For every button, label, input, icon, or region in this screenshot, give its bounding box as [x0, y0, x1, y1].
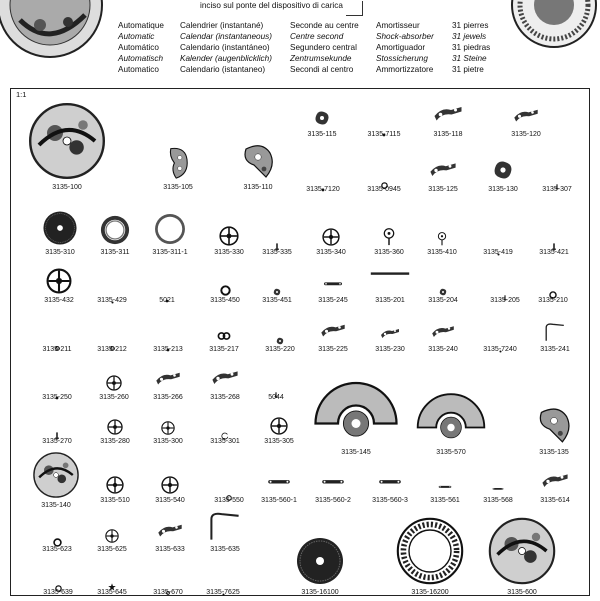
part-drawing: [370, 254, 410, 299]
part-drawing: [208, 509, 242, 548]
part-3135-217: [217, 329, 231, 343]
part-label: 3135-7120: [306, 186, 340, 193]
part-3135-16100: [295, 536, 345, 586]
part-3135-105: [160, 145, 196, 181]
part-label: 3135-600: [507, 589, 537, 596]
part-3135-145: [311, 356, 401, 446]
part-drawing: [270, 417, 288, 440]
part-3135-212: [110, 338, 115, 343]
part-3135-451: [272, 284, 282, 294]
part-drawing: [27, 101, 107, 186]
part-drawing: [321, 470, 345, 499]
part-drawing: [533, 404, 575, 451]
part-3135-300: [161, 421, 175, 435]
part-label: 3135-340: [316, 249, 346, 256]
part-3135-240: [431, 319, 455, 343]
part-label: 3135-268: [210, 394, 240, 401]
part-label: 3135-639: [43, 589, 73, 596]
part-drawing: [322, 228, 340, 251]
part-3135-305: [270, 417, 288, 435]
part-label: 3135-118: [433, 131, 463, 138]
part-3135-421: [550, 238, 558, 246]
part-label: 3135-245: [318, 297, 348, 304]
part-label: 3135-130: [488, 186, 518, 193]
shock-col: Amortisseur Shock-absorber Amortiguador Stossicherung Ammortizzatore: [376, 21, 434, 74]
part-label: 3135-560-2: [315, 497, 351, 504]
part-drawing: [323, 274, 343, 299]
part-drawing: [157, 517, 183, 548]
part-label: 3135-311: [100, 249, 130, 256]
part-3135-335: [273, 238, 281, 246]
part-label: 3135-623: [42, 546, 72, 553]
part-3135-568: [492, 482, 504, 494]
part-label: 3135-110: [243, 184, 273, 191]
part-3135-204: [438, 284, 448, 294]
part-3135-245: [323, 274, 343, 294]
part-label: 3135-212: [97, 346, 127, 353]
part-drawing: [42, 210, 78, 251]
part-label: 3135-213: [153, 346, 183, 353]
part-label: 3135-311-1: [152, 249, 188, 256]
part-label: 3135-204: [428, 297, 458, 304]
part-label: 3135-115: [307, 131, 337, 138]
part-drawing: [238, 141, 278, 186]
part-label: 3135-16200: [411, 589, 449, 596]
part-label: 3135-419: [483, 249, 513, 256]
part-3135-7625: [222, 583, 225, 586]
part-3135-307: [554, 177, 560, 183]
part-drawing: [429, 155, 457, 188]
part-label: 3135-241: [540, 346, 570, 353]
part-3135-270: [53, 427, 61, 435]
part-drawing: [513, 102, 539, 133]
part-label: 3135-301: [210, 438, 240, 445]
part-3135-211: [55, 338, 60, 343]
part-label: 3135-105: [163, 184, 193, 191]
part-label: 3135-0945: [367, 186, 401, 193]
part-3135-560-1: [267, 470, 291, 494]
part-label: 3135-211: [42, 346, 72, 353]
part-3135-432: [46, 268, 72, 294]
part-3135-360: [380, 228, 398, 246]
part-3135-213: [166, 339, 170, 343]
part-3135-140: [32, 451, 80, 499]
part-label: 3135-335: [262, 249, 292, 256]
part-label: 3135-270: [42, 438, 72, 445]
part-label: 3135-217: [209, 346, 239, 353]
part-label: 3135-7240: [483, 346, 517, 353]
part-3135-561: [438, 480, 452, 494]
part-drawing: [311, 356, 401, 451]
part-label: 3135-550: [214, 497, 244, 504]
part-label: 3135-560-3: [372, 497, 408, 504]
part-3135-7240: [499, 340, 502, 343]
part-label: 3135-205: [490, 297, 520, 304]
part-label: 3135-250: [42, 394, 72, 401]
part-3135-625: [105, 529, 119, 543]
part-3135-639: [55, 579, 62, 586]
part-3135-115: [312, 108, 332, 128]
part-3135-210: [549, 286, 557, 294]
part-label: 3135-451: [262, 297, 292, 304]
part-drawing: [487, 516, 557, 591]
part-label: 3135-510: [100, 497, 130, 504]
part-3135-110: [238, 141, 278, 181]
part-3135-510: [106, 476, 124, 494]
part-label: 3135-625: [97, 546, 127, 553]
part-drawing: [106, 476, 124, 499]
part-3135-280: [107, 419, 123, 435]
part-drawing: [267, 470, 291, 499]
part-label: 3135-305: [264, 438, 294, 445]
part-3135-7120: [321, 179, 325, 183]
part-3135-311: [99, 214, 131, 246]
part-label: 3135-266: [153, 394, 183, 401]
part-drawing: [541, 466, 569, 499]
part-drawing: [414, 372, 488, 451]
part-label: 3135-260: [99, 394, 129, 401]
part-3135-268: [211, 363, 239, 391]
part-label: 5021: [159, 297, 175, 304]
part-drawing: [380, 323, 400, 348]
part-3135-450: [220, 283, 231, 294]
part-3135-260: [106, 375, 122, 391]
part-3135-118: [433, 98, 463, 128]
part-label: 3135-432: [44, 297, 74, 304]
part-drawing: [378, 470, 402, 499]
part-label: 3135-125: [428, 186, 458, 193]
part-3135-301: [221, 427, 229, 435]
note-bracket: [346, 1, 363, 16]
part-label: 3135-120: [511, 131, 541, 138]
part-3135-614: [541, 466, 569, 494]
part-label: 3135-300: [153, 438, 183, 445]
part-label: 3135-561: [430, 497, 460, 504]
part-3135-230: [380, 323, 400, 343]
part-label: 3135-7115: [367, 131, 401, 138]
part-drawing: [160, 145, 196, 186]
part-label: 3135-100: [52, 184, 82, 191]
part-label: 3135-635: [210, 546, 240, 553]
part-label: 5044: [268, 394, 284, 401]
part-drawing: [431, 319, 455, 348]
part-label: 3135-210: [538, 297, 568, 304]
part-3135-225: [320, 317, 346, 343]
part-5044: [273, 385, 279, 391]
part-label: 3135-450: [210, 297, 240, 304]
part-drawing: [46, 268, 72, 299]
part-drawing: [380, 228, 398, 251]
part-3135-266: [155, 365, 181, 391]
part-3135-429: [111, 291, 114, 294]
scale-label: 1:1: [16, 90, 27, 99]
part-label: 3135-201: [375, 297, 405, 304]
part-label: 3135-307: [542, 186, 572, 193]
part-3135-135: [533, 404, 575, 446]
engraved-note: inciso sul ponte del dispositivo di carica: [200, 1, 343, 10]
part-label: 3135-220: [265, 346, 295, 353]
part-3135-220: [275, 333, 285, 343]
part-3135-670: [166, 582, 170, 586]
seconds-col: Seconde au centre Centre second Segundero central Zentrumsekunde Secondi al centro: [290, 21, 359, 74]
part-drawing: [544, 321, 566, 348]
part-label: 3135-614: [540, 497, 570, 504]
part-drawing: [153, 212, 187, 251]
part-5021: [165, 290, 169, 294]
part-drawing: [155, 365, 181, 396]
part-drawing: [107, 419, 123, 440]
part-3135-241: [544, 321, 566, 343]
part-3135-130: [490, 157, 516, 183]
part-label: 3135-421: [539, 249, 569, 256]
part-drawing: [99, 214, 131, 251]
part-3135-340: [322, 228, 340, 246]
part-drawing: [490, 157, 516, 188]
part-label: 3135-570: [436, 449, 466, 456]
part-label: 3135-540: [155, 497, 185, 504]
jewels-col: 31 pierres 31 jewels 31 piedras 31 Steine 31 pietre: [452, 21, 491, 74]
part-drawing: [295, 536, 345, 591]
part-3135-250: [55, 387, 59, 391]
part-label: 3135-330: [214, 249, 244, 256]
part-label: 3135-360: [374, 249, 404, 256]
part-drawing: [106, 375, 122, 396]
part-label: 3135-135: [539, 449, 569, 456]
part-3135-419: [497, 243, 500, 246]
part-drawing: [312, 108, 332, 133]
part-drawing: [32, 451, 80, 504]
part-drawing: [219, 226, 239, 251]
part-3135-645: [108, 578, 116, 586]
part-label: 3135-560-1: [261, 497, 297, 504]
part-label: 3135-7625: [206, 589, 240, 596]
part-label: 3135-670: [153, 589, 183, 596]
part-3135-550: [226, 488, 232, 494]
part-3135-633: [157, 517, 183, 543]
part-drawing: [320, 317, 346, 348]
top-left-movement-photo: [0, 0, 112, 62]
part-label: 3135-240: [428, 346, 458, 353]
part-3135-623: [53, 534, 62, 543]
part-3135-100: [27, 101, 107, 181]
top-right-dial-photo: [506, 0, 600, 50]
part-3135-560-3: [378, 470, 402, 494]
part-3135-540: [161, 476, 179, 494]
part-3135-410: [435, 232, 449, 246]
automatic-col: Automatique Automatic Automático Automatisch Automatico: [118, 21, 164, 74]
part-3135-7115: [382, 124, 386, 128]
part-label: 3135-16100: [301, 589, 339, 596]
part-3135-205: [502, 288, 508, 294]
part-3135-125: [429, 155, 457, 183]
part-3135-635: [208, 509, 242, 543]
part-drawing: [433, 98, 463, 133]
part-3135-201: [370, 254, 410, 294]
part-drawing: [395, 516, 465, 591]
part-3135-16200: [395, 516, 465, 586]
part-drawing: [161, 476, 179, 499]
part-3135-600: [487, 516, 557, 586]
part-label: 3135-225: [318, 346, 348, 353]
part-label: 3135-140: [41, 502, 71, 509]
part-3135-330: [219, 226, 239, 246]
part-label: 3135-145: [341, 449, 371, 456]
part-3135-120: [513, 102, 539, 128]
part-drawing: [211, 363, 239, 396]
calendar-col: Calendrier (instantané) Calendar (instantaneous) Calendario (instantáneo) Kalender (augenblicklich) Calendario (istantaneo): [180, 21, 272, 74]
part-3135-311-1: [153, 212, 187, 246]
part-label: 3135-230: [375, 346, 405, 353]
part-label: 3135-645: [97, 589, 127, 596]
part-label: 3135-310: [45, 249, 75, 256]
part-3135-310: [42, 210, 78, 246]
part-label: 3135-429: [97, 297, 127, 304]
part-3135-0945: [381, 176, 388, 183]
part-label: 3135-410: [427, 249, 457, 256]
part-3135-560-2: [321, 470, 345, 494]
part-label: 3135-280: [100, 438, 130, 445]
part-3135-570: [414, 372, 488, 446]
part-label: 3135-633: [155, 546, 185, 553]
part-label: 3135-568: [483, 497, 513, 504]
